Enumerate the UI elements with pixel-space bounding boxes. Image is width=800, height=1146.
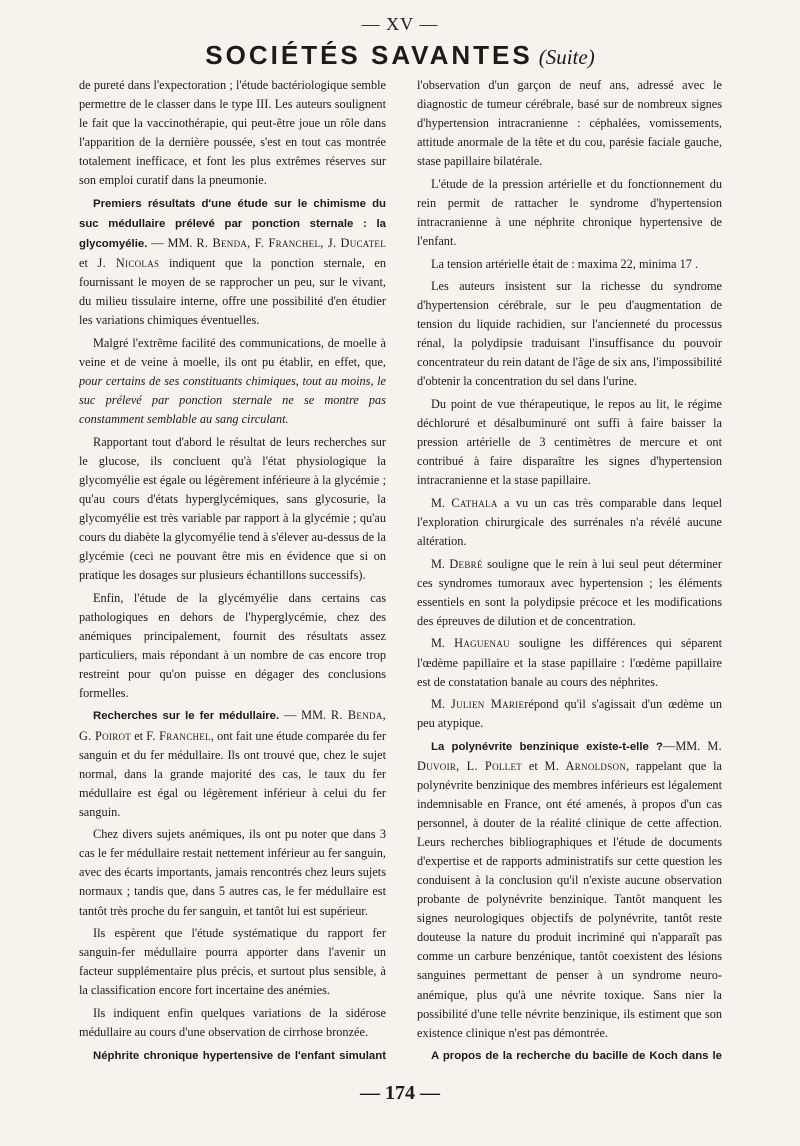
paragraph: La polynévrite benzinique existe-t-elle ?—MM. M. Duvoir, L. Pollet et M. Arnoldson, rappelant que la polynévrite benzinique des membres inférieurs est légalement indemnisable en France, ont été amenés, à propos d'un cas personnel, à douter de la réalité clinique de cette affection. Leurs recherches bibliographiques et l'étude de documents d'expertise et de rapports administratifs sur cette question les conduisent à la conclusion qu'il n'existe aucune observation probante de polynévrite benzinique. Tantôt manquent les signes neurologiques objectifs de polynévrite, tantôt reste douteuse la nature du produit incriminé qui n'apparaît pas comme un carbure benzénique, tantôt coexistent des lésions sanguines permettant de penser à un syndrome neuro-anémique, plus qu'à une névrite toxique. Sans nier la possibilité d'une telle névrite benzinique, ils estiment que son existence clinique n'est pas démontrée. [417,738,722,1040]
author-names: R. Benda, F. Franchel, J. Ducatel [196,235,386,250]
paragraph: M. Debré souligne que le rein à lui seul peut déterminer ces syndromes tumoraux avec hypertension ; les éléments essentiels en sont la polydipsie précoce et les modifications des épreuves de dilution et de concentration. [417,556,722,628]
page-title-suffix: (Suite) [538,45,595,69]
paragraph: Les auteurs insistent sur la richesse du syndrome d'hypertension cérébrale, sur le peu d'augmentation de tension du liquide rachidien, sur l'ancienneté du processus rénal, la polydipsie traduisant l'insuffisance du pouvoir concentrateur du rein datant de l'âge de six ans, l'impossibilité d'obtenir la concentration du sel dans l'urine. [417,279,722,389]
paragraph: Ils espèrent que l'étude systématique du rapport fer sanguin-fer médullaire pourra apporter dans l'avenir un facteur supplémentaire plus précis, et surtout plus sensible, à la classification encore fort incertaine des anémies. [79,926,386,998]
left-column [79,76,386,1066]
paragraph: M. Julien Marierépond qu'il s'agissait d'un œdème un peu atypique. [417,697,722,731]
page-title: SOCIÉTÉS SAVANTES [205,40,533,70]
paragraph: Malgré l'extrême facilité des communications, de moelle à veine et de veine à moelle, ils ont pu établir, en effet, que, pour certains de ses constituants chimiques, tout au moins, le suc prélevé par ponction sternale ne se montre pas constamment semblable au sang circulant. [79,335,386,426]
article-title: Premiers résultats d'une étude sur le chimisme du suc médullaire prélevé par ponction sternale : la glycomyélie. [79,197,386,250]
author-names: F. Franchel [146,728,211,743]
italic-emphasis: pour certains de ses constituants chimiques, tout au moins, le suc prélevé par ponction sternale ne se montre pas constamment semblable au sang circulant. [79,373,386,426]
article-title: Recherches sur le fer médullaire. [93,710,280,723]
paragraph: Premiers résultats d'une étude sur le chimisme du suc médullaire prélevé par ponction sternale : la glycomyélie. — MM. R. Benda, F. Franchel, J. Ducatel et J. Nicolas indiquent que la ponction sternale, en fournissant le moyen de se rapprocher un peu, sur le vivant, du milieu tissulaire interne, offre une possibilité d'en étudier les variations chimiques éventuelles. [79,197,386,328]
author-names: Julien Marie [450,697,525,712]
paragraph: de pureté dans l'expectoration ; l'étude bactériologique semble permettre de le classer dans le type III. Les auteurs soulignent le fait que la vaccinothérapie, qui peut-être joue un rôle dans l'apparition de la dernière poussée, s'est en tout cas montrée totalement inefficace, et font les plus extrêmes réserves sur son emploi curatif dans la pneumonie. [79,78,386,188]
section-header [0,40,800,71]
paragraph: La tension artérielle était de : maxima 22, minima 17 . [431,256,699,271]
author-names: Haguenau [454,636,510,651]
paragraph: L'étude de la pression artérielle et du fonctionnement du rein permit de rattacher le syndrome d'hypertension intracranienne à une néphrite chronique hypertensive de l'enfant. [417,176,722,248]
right-column [417,76,722,1066]
author-names: M. Arnoldson [544,758,627,773]
paragraph [417,1046,722,1066]
author-names: R. Benda, G. Poirot [79,708,386,743]
paragraph: l'observation d'un garçon de neuf ans, adressé avec le diagnostic de tumeur cérébrale, basé sur de nombreux signes d'hypertension intracranienne : céphalées, vomissements, attitude anormale de la tête et du cou, parésie faciale gauche, stase papillaire bilatérale. [417,78,722,169]
paragraph: M. Haguenau souligne les différences qui séparent l'œdème papillaire et la stase papillaire : l'œdème papillaire est de constatation banale au cours des néphrites. [417,636,722,689]
page-header: — XV — [361,14,439,34]
paragraph: Du point de vue thérapeutique, le repos au lit, le régime déchloruré et désalbuminuré ont suffi à faire baisser la pression artérielle de 3 centimètres de mercure et ont contribué à faire disparaître les signes d'hypertension intracranienne et la stase papillaire. [417,397,722,488]
paragraph: M. Cathala a vu un cas très comparable dans lequel l'exploration chirurgicale des surrénales n'a révélé aucune altération. [417,495,722,549]
page-number: — 174 — [360,1082,440,1104]
paragraph: Recherches sur le fer médullaire. — MM. R. Benda, G. Poirot et F. Franchel, ont fait une étude comparée du fer sanguin et du fer médullaire. Ils ont trouvé que, chez le sujet normal, dans la grande majorité des cas, le taux du fer médullaire est égal ou légèrement inférieur à celui du fer sanguin. [79,708,386,819]
author-names: J. Nicolas [97,256,160,271]
author-names: Cathala [451,495,498,510]
article-title: Néphrite chronique hypertensive de l'enfant simulant [93,1049,386,1062]
author-names: M. Duvoir, L. Pollet [417,738,722,773]
article-title: La polynévrite benzinique existe-t-elle ? [431,740,664,753]
paragraph: Rapportant tout d'abord le résultat de leurs recherches sur le glucose, ils concluent qu'à l'état physiologique la glycomyélie est égale ou légèrement inférieure à la glycémie ; qu'au cours d'états hyperglycémiques, sans glycosurie, la glycomyélie est très variable par rapport à la glycémie ; qu'au cours du diabète la glycomyélie tend à s'élever au-dessus de la glycémie (ceci ne pouvant être mis en évidence que si on pratique les dosages sur plusieurs échantillons successifs). [79,434,386,582]
paragraph: Ils indiquent enfin quelques variations de la sidérose médullaire au cours d'une observation de cirrhose bronzée. [79,1005,386,1039]
paragraph [79,1046,386,1066]
author-names: Debré [449,556,483,571]
paragraph: Enfin, l'étude de la glycémyélie dans certains cas pathologiques en dehors de l'hyperglycémie, chez des anémiques principalement, fournit des résultats assez particuliers, mais répondant à un nombre de cas encore trop restreint pour qu'on puisse en dégager des conclusions formelles. [79,590,386,700]
paragraph: Chez divers sujets anémiques, ils ont pu noter que dans 3 cas le fer médullaire restait nettement inférieur au fer sanguin, avec des écarts importants, jamais rencontrés chez leurs sujets normaux ; tandis que, dans 5 autres cas, le fer médullaire est tantôt très proche du fer sanguin, et tantôt lui est supérieur. [79,827,386,918]
article-title: A propos de la recherche du bacille de Koch dans le [431,1050,722,1063]
